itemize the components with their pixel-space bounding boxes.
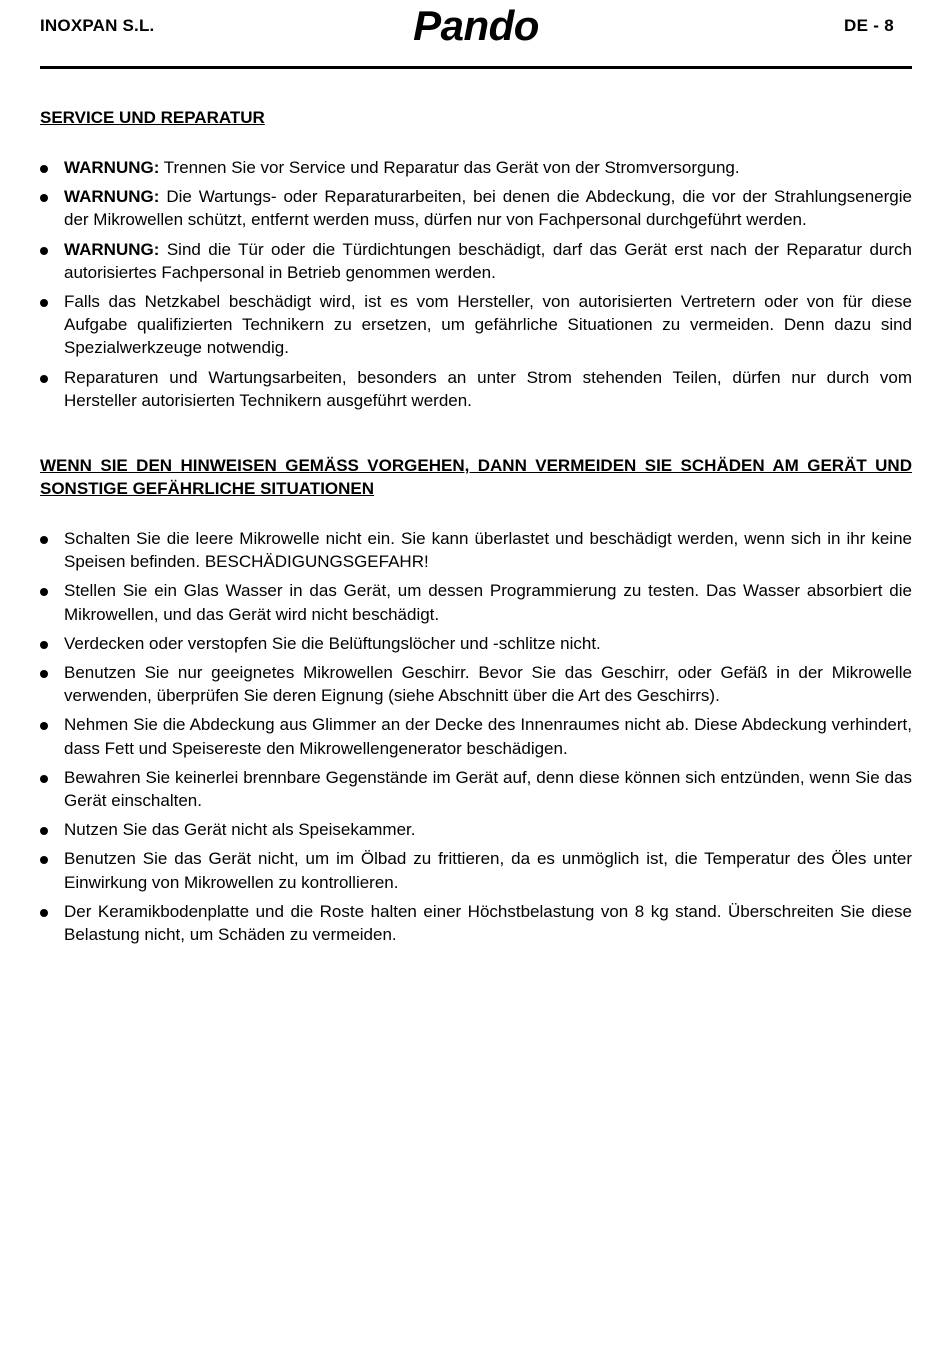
company-name: INOXPAN S.L. <box>40 16 155 35</box>
section-title-service: SERVICE UND REPARATUR <box>40 108 265 127</box>
bullet-icon <box>40 375 48 383</box>
warning-label: WARNUNG: <box>64 158 160 177</box>
bullet-icon <box>40 641 48 649</box>
prevention-list <box>40 527 912 946</box>
bullet-icon <box>40 856 48 864</box>
bullet-icon <box>40 536 48 544</box>
list-item <box>40 661 912 707</box>
list-item <box>40 900 912 946</box>
item-text: Benutzen Sie nur geeignetes Mikrowellen Geschirr. Bevor Sie das Geschirr, oder Gefäß in der Mikrowelle verwenden, überprüfen Sie deren Eignung (siehe Abschnitt über die Art des Geschirrs). <box>64 663 912 706</box>
item-text: Sind die Tür oder die Türdichtungen beschädigt, darf das Gerät erst nach der Reparatur durch autorisiertes Fachpersonal in Betrieb genommen werden. <box>64 239 912 282</box>
list-item <box>40 818 912 841</box>
bullet-icon <box>40 165 48 173</box>
bullet-icon <box>40 588 48 596</box>
bullet-icon <box>40 670 48 678</box>
list-item <box>40 527 912 573</box>
item-text: Benutzen Sie das Gerät nicht, um im Ölbad zu frittieren, da es unmöglich ist, die Temperatur des Öles unter Einwirkung von Mikrowellen zu kontrollieren. <box>64 849 912 892</box>
item-text: Nutzen Sie das Gerät nicht als Speisekammer. <box>64 820 416 840</box>
list-item <box>40 185 912 231</box>
bullet-icon <box>40 775 48 783</box>
item-text: Trennen Sie vor Service und Reparatur das Gerät von der Stromversorgung. <box>159 158 740 177</box>
bullet-icon <box>40 722 48 730</box>
item-text: Schalten Sie die leere Mikrowelle nicht ein. Sie kann überlastet und beschädigt werden, wenn sich in ihr keine Speisen befinden. BESCHÄDIGUNGSGEFAHR! <box>64 529 912 572</box>
bullet-icon <box>40 194 48 202</box>
list-item <box>40 713 912 759</box>
bullet-icon <box>40 247 48 255</box>
service-warning-list <box>40 156 912 412</box>
item-text: Stellen Sie ein Glas Wasser in das Gerät, um dessen Programmierung zu testen. Das Wasser absorbiert die Mikrowellen, und das Gerät wird nicht beschädigt. <box>64 581 912 624</box>
bullet-icon <box>40 909 48 917</box>
warning-label: WARNUNG: <box>64 187 160 207</box>
page-header <box>40 0 912 69</box>
list-item <box>40 766 912 812</box>
document-body <box>40 106 912 952</box>
item-text: Die Wartungs- oder Reparaturarbeiten, bei denen die Abdeckung, die vor der Strahlungsenergie der Mikrowellen schützt, entfernt werden muss, dürfen nur von Fachpersonal durchgeführt werden. <box>64 187 912 230</box>
list-item <box>40 238 912 284</box>
item-text: Nehmen Sie die Abdeckung aus Glimmer an der Decke des Innenraumes nicht ab. Diese Abdeckung verhindert, dass Fett und Speisereste den Mikrowellengenerator beschädigen. <box>64 715 912 758</box>
list-item <box>40 632 912 655</box>
list-item <box>40 290 912 360</box>
item-text: Bewahren Sie keinerlei brennbare Gegenstände im Gerät auf, denn diese können sich entzünden, wenn Sie das Gerät einschalten. <box>64 767 912 811</box>
brand-logo: Pando <box>413 2 539 49</box>
list-item <box>40 366 912 412</box>
list-item <box>40 156 912 179</box>
item-text: Reparaturen und Wartungsarbeiten, besonders an unter Strom stehenden Teilen, dürfen nur durch vom Hersteller autorisierten Technikern ausgeführt werden. <box>64 367 912 410</box>
item-text: Falls das Netzkabel beschädigt wird, ist es vom Hersteller, von autorisierten Vertretern oder von für diese Aufgabe qualifizierten Technikern zu ersetzen, um gefährliche Situationen zu vermeiden. Denn dazu sind Spezialwerkzeuge notwendig. <box>64 292 912 358</box>
section-title-prevention: WENN SIE DEN HINWEISEN GEMÄSS VORGEHEN, DANN VERMEIDEN SIE SCHÄDEN AM GERÄT UND SONSTIGE GEFÄHRLICHE SITUATIONEN <box>40 456 912 499</box>
warning-label: WARNUNG: <box>64 239 160 259</box>
bullet-icon <box>40 827 48 835</box>
list-item <box>40 847 912 893</box>
page-number: DE - 8 <box>844 16 894 35</box>
bullet-icon <box>40 299 48 307</box>
item-text: Der Keramikbodenplatte und die Roste halten einer Höchstbelastung von 8 kg stand. Überschreiten Sie diese Belastung nicht, um Schäden zu vermeiden. <box>64 901 912 945</box>
item-text: Verdecken oder verstopfen Sie die Belüftungslöcher und -schlitze nicht. <box>64 633 601 653</box>
list-item <box>40 579 912 625</box>
